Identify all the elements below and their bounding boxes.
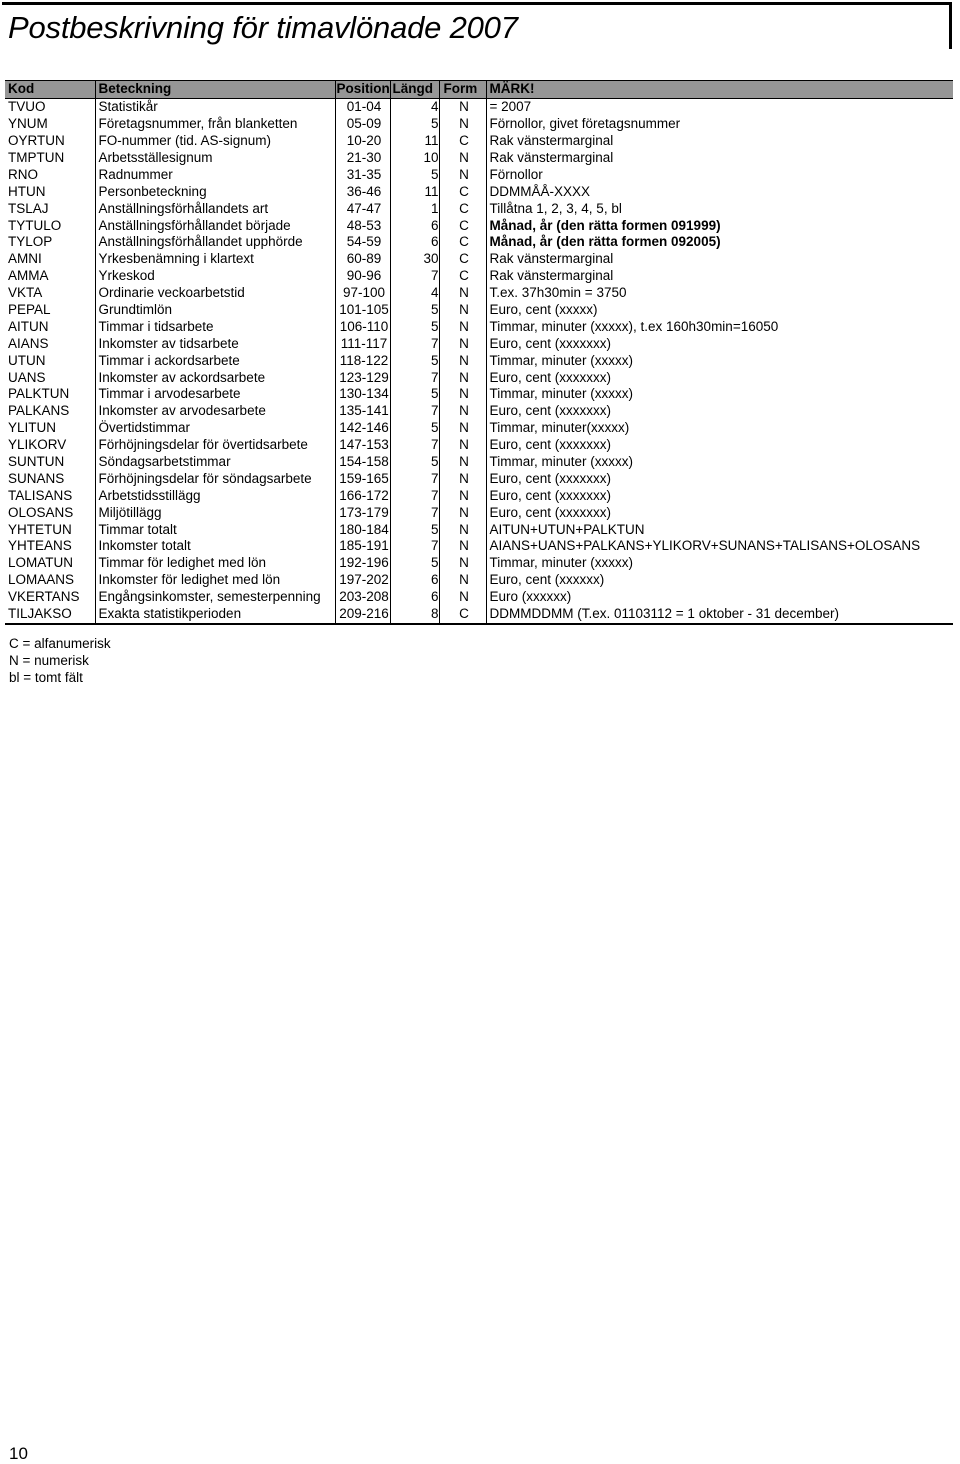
- cell-form: N: [439, 116, 486, 133]
- cell-mark: Timmar, minuter (xxxxx), t.ex 160h30min=16050: [486, 318, 953, 335]
- cell-kod: OLOSANS: [8, 504, 74, 520]
- cell-form: N: [439, 98, 486, 115]
- cell-mark: Timmar, minuter (xxxxx): [486, 454, 953, 471]
- cell-kod: AMMA: [8, 268, 49, 284]
- cell-mark: Månad, år (den rätta formen 091999): [486, 217, 953, 234]
- table-row: [5, 352, 953, 369]
- header-kod: Kod: [5, 81, 95, 99]
- cell-mark: Euro, cent (xxxxxxx): [486, 437, 953, 454]
- cell-mark: Euro, cent (xxxxxxx): [486, 487, 953, 504]
- table-row: [5, 200, 953, 217]
- cell-mark: Euro, cent (xxxxxxx): [486, 470, 953, 487]
- table-row: [5, 217, 953, 234]
- cell-mark: Euro, cent (xxxxxxx): [486, 403, 953, 420]
- cell-mark: Euro, cent (xxxxxxx): [486, 335, 953, 352]
- header-mark: MÄRK!: [486, 81, 953, 99]
- cell-position: 180-184: [335, 521, 390, 538]
- cell-form: N: [439, 420, 486, 437]
- cell-position: 135-141: [335, 403, 390, 420]
- field-table: [5, 80, 953, 625]
- cell-mark: Timmar, minuter (xxxxx): [486, 352, 953, 369]
- cell-langd: 7: [390, 504, 439, 521]
- table-row: [5, 98, 953, 115]
- cell-kod: SUNANS: [8, 470, 65, 486]
- cell-langd: 8: [390, 606, 439, 624]
- cell-form: C: [439, 251, 486, 268]
- cell-beteckning: Anställningsförhållandet började: [95, 217, 335, 234]
- cell-kod: YHTEANS: [8, 538, 72, 554]
- cell-kod: AIANS: [8, 335, 49, 351]
- cell-beteckning: Timmar i tidsarbete: [95, 318, 335, 335]
- legend-item: C = alfanumerisk: [9, 636, 111, 651]
- cell-mark: Månad, år (den rätta formen 092005): [486, 234, 953, 251]
- table-row: [5, 403, 953, 420]
- table-row: [5, 166, 953, 183]
- cell-mark: AITUN+UTUN+PALKTUN: [486, 521, 953, 538]
- cell-position: 01-04: [335, 98, 390, 115]
- cell-kod: TILJAKSO: [5, 606, 95, 624]
- cell-position: 197-202: [335, 572, 390, 589]
- cell-form: N: [439, 454, 486, 471]
- cell-kod: TYTULO: [8, 217, 62, 233]
- cell-kod: TALISANS: [8, 487, 73, 503]
- cell-form: C: [439, 268, 486, 285]
- cell-form: N: [439, 521, 486, 538]
- cell-langd: 5: [390, 166, 439, 183]
- table-row: [5, 420, 953, 437]
- cell-mark: Euro, cent (xxxxxx): [486, 572, 953, 589]
- cell-beteckning: Arbetstidsstillägg: [95, 487, 335, 504]
- cell-beteckning: Inkomster av tidsarbete: [95, 335, 335, 352]
- cell-beteckning: Personbeteckning: [95, 183, 335, 200]
- cell-mark: Timmar, minuter(xxxxx): [486, 420, 953, 437]
- cell-form: N: [439, 166, 486, 183]
- cell-langd: 7: [390, 335, 439, 352]
- table-row: [5, 318, 953, 335]
- cell-position: 166-172: [335, 487, 390, 504]
- cell-beteckning: Timmar i arvodesarbete: [95, 386, 335, 403]
- legend: [9, 636, 111, 686]
- cell-kod: VKTA: [8, 285, 43, 301]
- cell-beteckning: Söndagsarbetstimmar: [95, 454, 335, 471]
- cell-position: 47-47: [335, 200, 390, 217]
- table-row: [5, 268, 953, 285]
- cell-mark: Förnollor, givet företagsnummer: [486, 116, 953, 133]
- cell-langd: 5: [390, 116, 439, 133]
- cell-form: C: [439, 133, 486, 150]
- cell-kod: PALKANS: [8, 403, 70, 419]
- cell-mark: Tillåtna 1, 2, 3, 4, 5, bl: [486, 200, 953, 217]
- cell-mark: Rak vänstermarginal: [486, 150, 953, 167]
- cell-beteckning: Företagsnummer, från blanketten: [95, 116, 335, 133]
- cell-kod: UANS: [8, 369, 46, 385]
- cell-langd: 5: [390, 352, 439, 369]
- cell-form: C: [439, 183, 486, 200]
- cell-kod: YLIKORV: [8, 437, 67, 453]
- cell-beteckning: Förhöjningsdelar för övertidsarbete: [95, 437, 335, 454]
- cell-beteckning: Grundtimlön: [95, 302, 335, 319]
- cell-mark: Rak vänstermarginal: [486, 133, 953, 150]
- cell-kod: SUNTUN: [8, 454, 65, 470]
- cell-position: 142-146: [335, 420, 390, 437]
- cell-beteckning: Miljötillägg: [95, 504, 335, 521]
- cell-position: 192-196: [335, 555, 390, 572]
- cell-form: C: [439, 217, 486, 234]
- cell-kod: LOMAANS: [8, 572, 75, 588]
- cell-mark: Rak vänstermarginal: [486, 251, 953, 268]
- cell-langd: 7: [390, 437, 439, 454]
- cell-position: 203-208: [335, 589, 390, 606]
- cell-position: 130-134: [335, 386, 390, 403]
- cell-beteckning: Yrkeskod: [95, 268, 335, 285]
- table-row: [5, 386, 953, 403]
- table-row: [5, 437, 953, 454]
- cell-langd: 10: [390, 150, 439, 167]
- cell-beteckning: Ordinarie veckoarbetstid: [95, 285, 335, 302]
- cell-position: 97-100: [335, 285, 390, 302]
- cell-position: 36-46: [335, 183, 390, 200]
- cell-beteckning: Övertidstimmar: [95, 420, 335, 437]
- cell-position: 123-129: [335, 369, 390, 386]
- cell-mark: Euro (xxxxxx): [486, 589, 953, 606]
- cell-position: 147-153: [335, 437, 390, 454]
- cell-kod: OYRTUN: [8, 133, 65, 149]
- cell-form: C: [439, 606, 486, 624]
- cell-beteckning: Anställningsförhållandets art: [95, 200, 335, 217]
- table-row: [5, 150, 953, 167]
- cell-position: 60-89: [335, 251, 390, 268]
- cell-langd: 30: [390, 251, 439, 268]
- cell-langd: 5: [390, 454, 439, 471]
- cell-form: N: [439, 572, 486, 589]
- cell-form: N: [439, 352, 486, 369]
- cell-kod: TVUO: [8, 99, 46, 115]
- cell-langd: 5: [390, 521, 439, 538]
- cell-position: 209-216: [335, 606, 390, 624]
- cell-mark: Timmar, minuter (xxxxx): [486, 555, 953, 572]
- cell-mark: AIANS+UANS+PALKANS+YLIKORV+SUNANS+TALISANS+OLOSANS: [486, 538, 953, 555]
- cell-langd: 6: [390, 589, 439, 606]
- cell-langd: 4: [390, 98, 439, 115]
- cell-beteckning: Anställningsförhållandet upphörde: [95, 234, 335, 251]
- cell-langd: 7: [390, 268, 439, 285]
- cell-mark: Timmar, minuter (xxxxx): [486, 386, 953, 403]
- cell-position: 54-59: [335, 234, 390, 251]
- table-row: [5, 470, 953, 487]
- cell-mark: Rak vänstermarginal: [486, 268, 953, 285]
- cell-kod: UTUN: [8, 352, 46, 368]
- cell-form: N: [439, 538, 486, 555]
- header-form: Form: [439, 81, 486, 99]
- cell-beteckning: Arbetsställesignum: [95, 150, 335, 167]
- cell-form: N: [439, 555, 486, 572]
- cell-beteckning: Engångsinkomster, semesterpenning: [95, 589, 335, 606]
- cell-beteckning: Statistikår: [95, 98, 335, 115]
- cell-mark: = 2007: [486, 98, 953, 115]
- cell-position: 118-122: [335, 352, 390, 369]
- cell-form: N: [439, 150, 486, 167]
- table-row: [5, 183, 953, 200]
- cell-form: C: [439, 200, 486, 217]
- table-row: [5, 302, 953, 319]
- table-row: [5, 504, 953, 521]
- cell-langd: 5: [390, 302, 439, 319]
- table-body: [5, 98, 953, 623]
- cell-position: 31-35: [335, 166, 390, 183]
- cell-form: N: [439, 369, 486, 386]
- cell-langd: 7: [390, 369, 439, 386]
- cell-kod: LOMATUN: [8, 555, 74, 571]
- cell-kod: TSLAJ: [8, 200, 49, 216]
- cell-beteckning: Timmar totalt: [95, 521, 335, 538]
- cell-kod: PALKTUN: [8, 386, 70, 402]
- cell-langd: 4: [390, 285, 439, 302]
- cell-kod: HTUN: [8, 183, 46, 199]
- cell-beteckning: Inkomster av arvodesarbete: [95, 403, 335, 420]
- cell-beteckning: Förhöjningsdelar för söndagsarbete: [95, 470, 335, 487]
- cell-langd: 6: [390, 572, 439, 589]
- table-row: [5, 454, 953, 471]
- cell-kod: PEPAL: [8, 302, 51, 318]
- cell-langd: 11: [390, 183, 439, 200]
- cell-langd: 7: [390, 538, 439, 555]
- cell-position: 101-105: [335, 302, 390, 319]
- cell-kod: TMPTUN: [8, 150, 65, 165]
- cell-langd: 1: [390, 200, 439, 217]
- cell-beteckning: FO-nummer (tid. AS-signum): [95, 133, 335, 150]
- cell-kod: RNO: [8, 166, 38, 182]
- cell-position: 48-53: [335, 217, 390, 234]
- cell-langd: 6: [390, 234, 439, 251]
- header-langd: Längd: [390, 81, 439, 99]
- table-row: [5, 335, 953, 352]
- cell-position: 21-30: [335, 150, 390, 167]
- table-row: [5, 234, 953, 251]
- cell-form: N: [439, 335, 486, 352]
- cell-position: 154-158: [335, 454, 390, 471]
- cell-langd: 6: [390, 217, 439, 234]
- cell-kod: AMNI: [8, 251, 42, 267]
- table-row: [5, 538, 953, 555]
- cell-form: N: [439, 589, 486, 606]
- table-row: [5, 589, 953, 606]
- cell-beteckning: Exakta statistikperioden: [95, 606, 335, 624]
- cell-position: 185-191: [335, 538, 390, 555]
- cell-position: 05-09: [335, 116, 390, 133]
- table-row: [5, 133, 953, 150]
- cell-langd: 11: [390, 133, 439, 150]
- cell-langd: 5: [390, 555, 439, 572]
- cell-mark: Euro, cent (xxxxxxx): [486, 504, 953, 521]
- cell-langd: 7: [390, 403, 439, 420]
- table-header-row: [5, 81, 953, 99]
- table-row: [5, 572, 953, 589]
- legend-item: N = numerisk: [9, 652, 89, 668]
- table-row: [5, 116, 953, 133]
- cell-beteckning: Timmar för ledighet med lön: [95, 555, 335, 572]
- cell-beteckning: Inkomster av ackordsarbete: [95, 369, 335, 386]
- cell-form: N: [439, 437, 486, 454]
- cell-beteckning: Inkomster totalt: [95, 538, 335, 555]
- cell-form: N: [439, 487, 486, 504]
- cell-mark: T.ex. 37h30min = 3750: [486, 285, 953, 302]
- cell-kod: YLITUN: [8, 420, 57, 436]
- cell-form: N: [439, 302, 486, 319]
- cell-position: 10-20: [335, 133, 390, 150]
- cell-langd: 7: [390, 487, 439, 504]
- table-row: [5, 487, 953, 504]
- cell-position: 106-110: [335, 318, 390, 335]
- cell-form: N: [439, 470, 486, 487]
- cell-langd: 7: [390, 470, 439, 487]
- table-row: [5, 555, 953, 572]
- cell-langd: 5: [390, 386, 439, 403]
- cell-position: 159-165: [335, 470, 390, 487]
- cell-mark: Euro, cent (xxxxx): [486, 302, 953, 319]
- cell-beteckning: Timmar i ackordsarbete: [95, 352, 335, 369]
- cell-kod: YNUM: [8, 116, 48, 132]
- table-row: [5, 521, 953, 538]
- header-position: Position: [336, 81, 390, 97]
- cell-langd: 5: [390, 318, 439, 335]
- cell-mark: Förnollor: [486, 166, 953, 183]
- cell-position: 173-179: [335, 504, 390, 521]
- cell-form: N: [439, 318, 486, 335]
- table-row: [5, 369, 953, 386]
- cell-beteckning: Inkomster för ledighet med lön: [95, 572, 335, 589]
- table-row: [5, 251, 953, 268]
- cell-kod: AITUN: [8, 318, 49, 334]
- page-title: Postbeskrivning för timavlönade 2007: [8, 10, 518, 45]
- cell-mark: DDMMDDMM (T.ex. 01103112 = 1 oktober - 31 december): [486, 606, 953, 624]
- cell-form: C: [439, 234, 486, 251]
- cell-mark: DDMMÅÅ-XXXX: [486, 183, 953, 200]
- cell-kod: YHTETUN: [8, 521, 72, 537]
- cell-kod: VKERTANS: [8, 589, 80, 605]
- cell-form: N: [439, 504, 486, 521]
- header-beteckning: Beteckning: [95, 81, 335, 99]
- page-number: 10: [9, 1444, 28, 1463]
- legend-item: bl = tomt fält: [9, 669, 83, 685]
- table-row: [5, 606, 953, 624]
- cell-position: 90-96: [335, 268, 390, 285]
- cell-form: N: [439, 403, 486, 420]
- cell-form: N: [439, 285, 486, 302]
- cell-beteckning: Yrkesbenämning i klartext: [95, 251, 335, 268]
- cell-form: N: [439, 386, 486, 403]
- cell-mark: Euro, cent (xxxxxxx): [486, 369, 953, 386]
- cell-beteckning: Radnummer: [95, 166, 335, 183]
- cell-position: 111-117: [335, 335, 390, 352]
- cell-langd: 5: [390, 420, 439, 437]
- table-row: [5, 285, 953, 302]
- cell-kod: TYLOP: [8, 234, 53, 250]
